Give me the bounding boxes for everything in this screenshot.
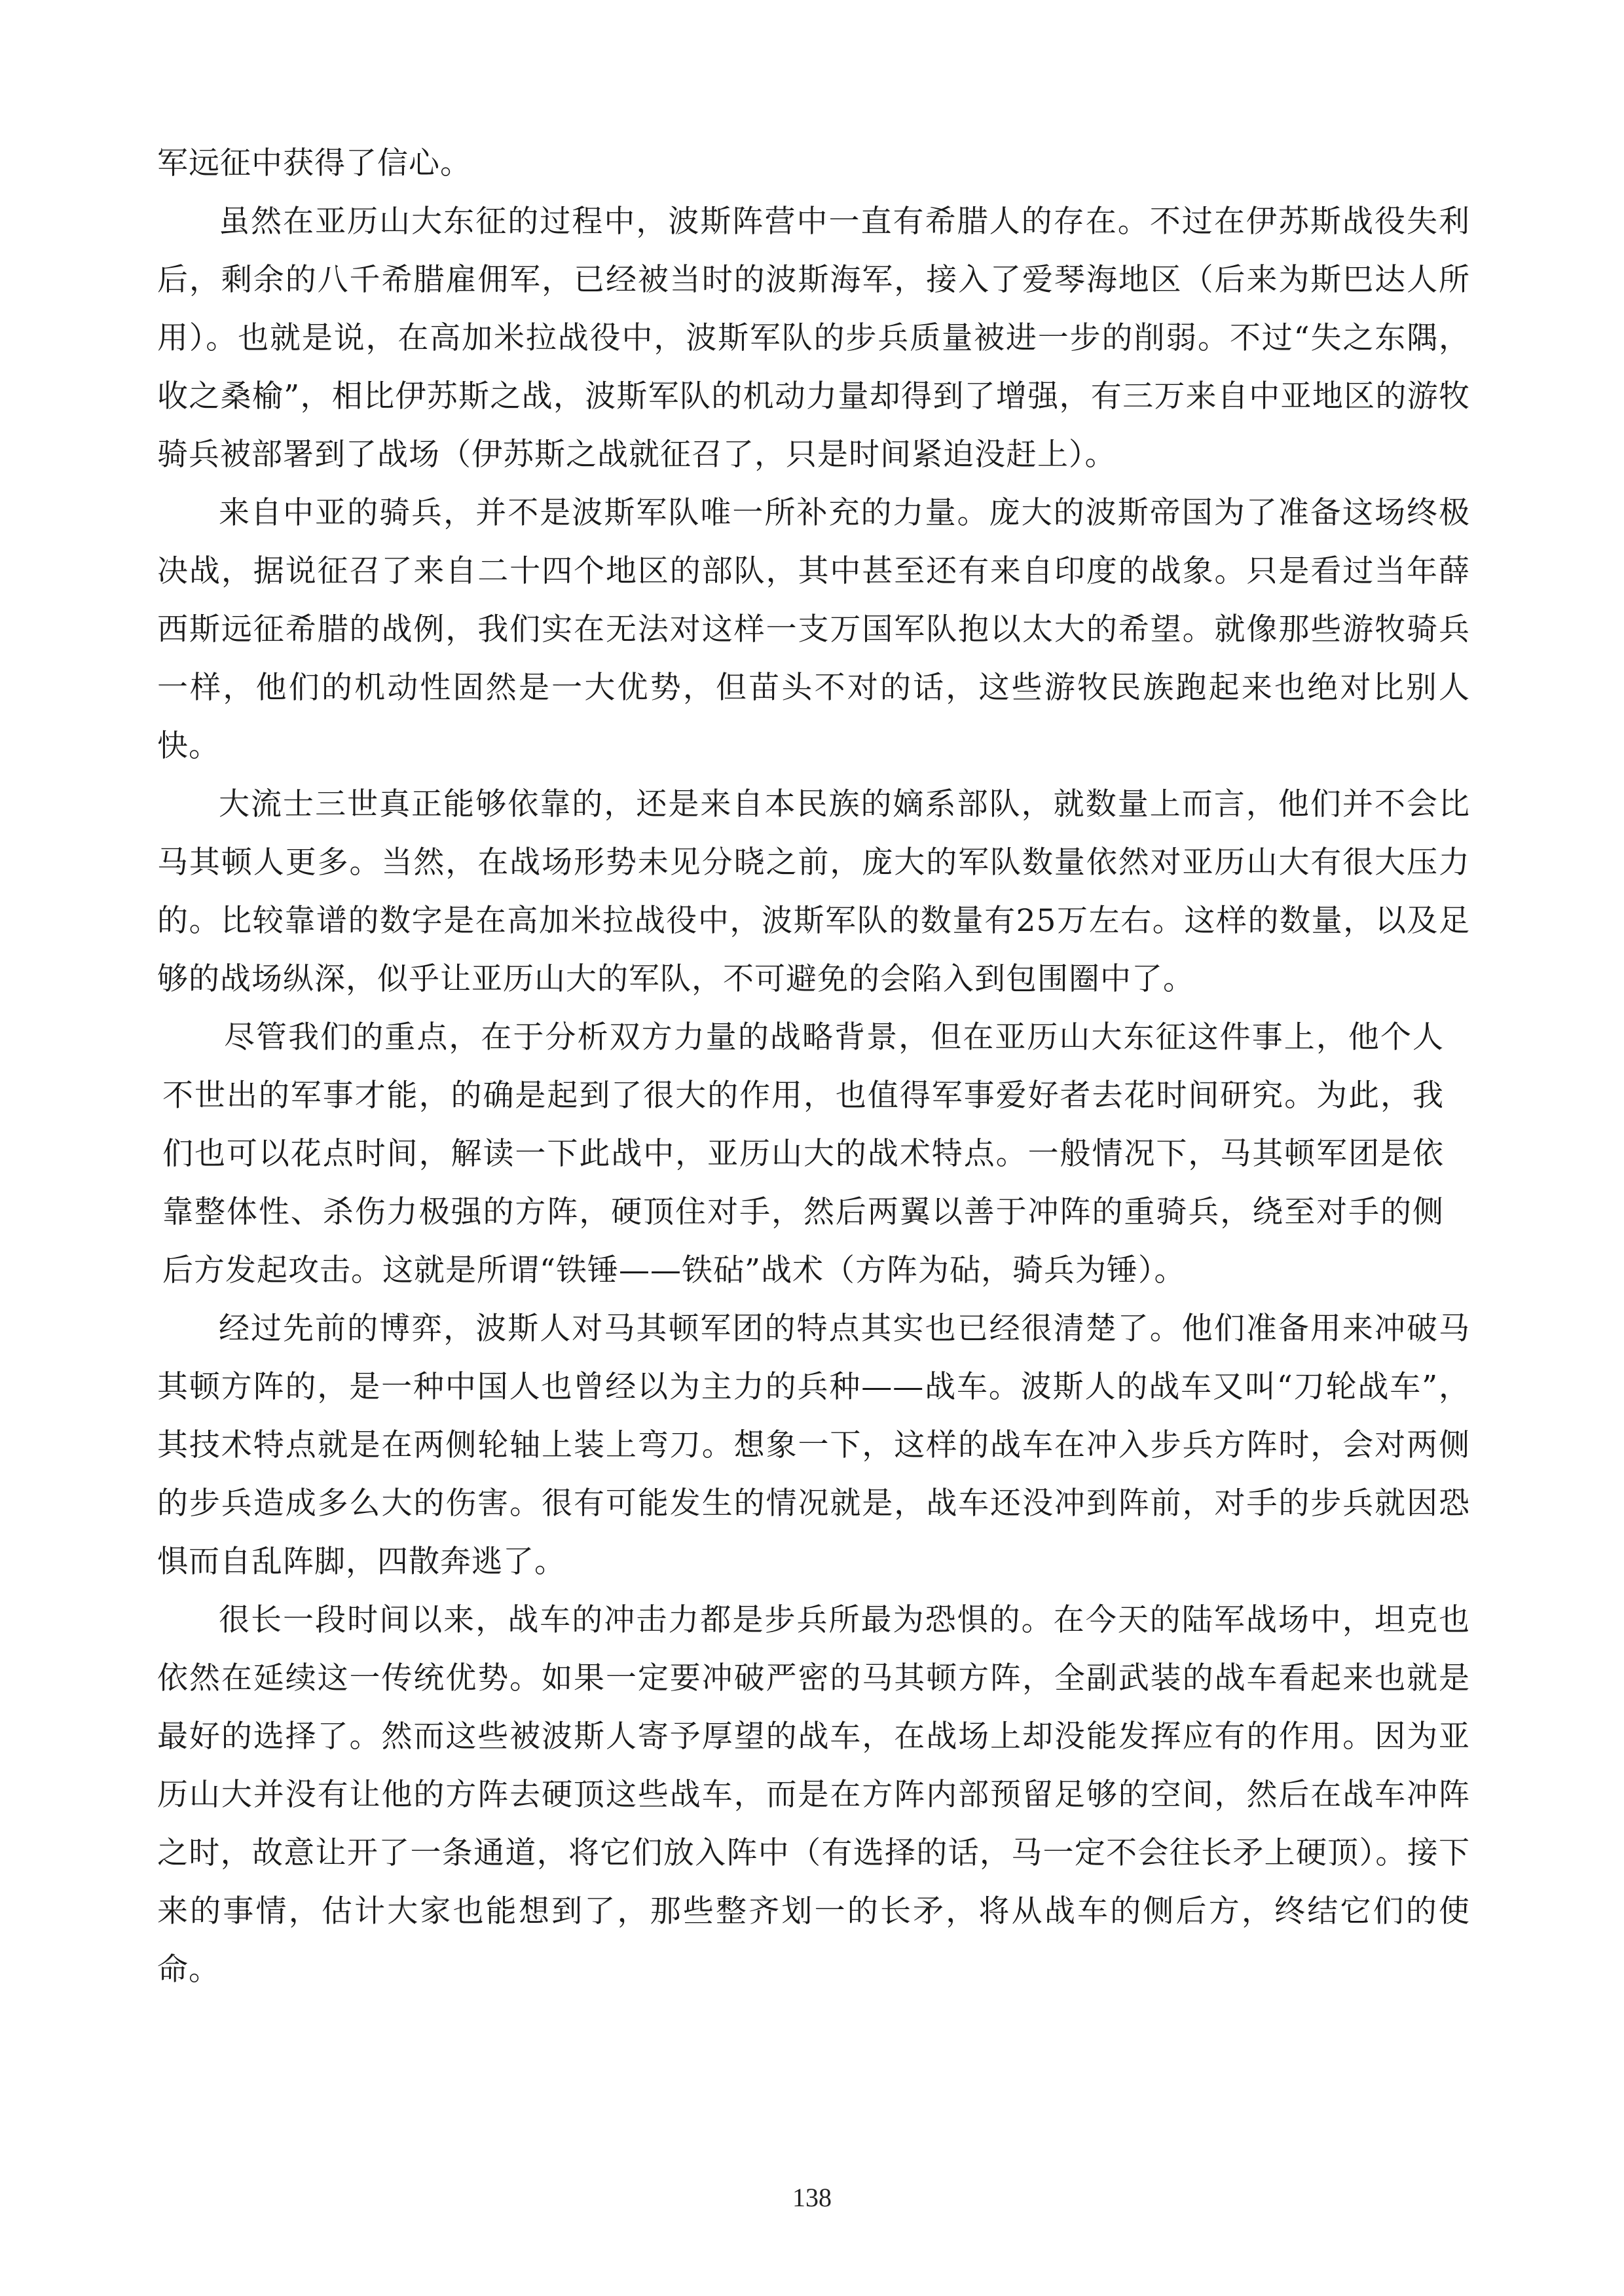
- paragraph-alexander-tactics: 尽管我们的重点，在于分析双方力量的战略背景，但在亚历山大东征这件事上，他个人不世出的军事才能，的确是起到了很大的作用，也值得军事爱好者去花时间研究。为此，我们也可以花点时间，解读一下此战中，亚历山大的战术特点。一般情况下，马其顿军团是依靠整体性、杀伤力极强的方阵，硬顶住对手，然后两翼以善于冲阵的重骑兵，绕至对手的侧后方发起攻击。这就是所谓“铁锤——铁砧”战术（方阵为砧，骑兵为锤）。: [162, 1019, 1444, 1288]
- body-text: [157, 134, 1470, 1999]
- paragraph-central-asian-cavalry: 来自中亚的骑兵，并不是波斯军队唯一所补充的力量。庞大的波斯帝国为了准备这场终极决战，据说征召了来自二十四个地区的部队，其中甚至还有来自印度的战象。只是看过当年薛西斯远征希腊的战例，我们实在无法对这样一支万国军队抱以太大的希望。就像那些游牧骑兵一样，他们的机动性固然是一大优势，但苗头不对的话，这些游牧民族跑起来也绝对比别人快。: [157, 495, 1470, 764]
- paragraph-scythed-chariots: 经过先前的博弈，波斯人对马其顿军团的特点其实也已经很清楚了。他们准备用来冲破马其顿方阵的，是一种中国人也曾经以为主力的兵种——战车。波斯人的战车又叫“刀轮战车”，其技术特点就是在两侧轮轴上装上弯刀。想象一下，这样的战车在冲入步兵方阵时，会对两侧的步兵造成多么大的伤害。很有可能发生的情况就是，战车还没冲到阵前，对手的步兵就因恐惧而自乱阵脚，四散奔逃了。: [157, 1311, 1470, 1580]
- paragraph-darius-forces: 大流士三世真正能够依靠的，还是来自本民族的嫡系部队，就数量上而言，他们并不会比马其顿人更多。当然，在战场形势未见分晓之前，庞大的军队数量依然对亚历山大有很大压力的。比较靠谱的数字是在高加米拉战役中，波斯军队的数量有25万左右。这样的数量，以及足够的战场纵深，似乎让亚历山大的军队，不可避免的会陷入到包围圈中了。: [157, 786, 1470, 997]
- paragraph-continuation: 军远征中获得了信心。: [157, 145, 471, 181]
- paragraph-chariot-failure: 很长一段时间以来，战车的冲击力都是步兵所最为恐惧的。在今天的陆军战场中，坦克也依然在延续这一传统优势。如果一定要冲破严密的马其顿方阵，全副武装的战车看起来也就是最好的选择了。然而这些被波斯人寄予厚望的战车，在战场上却没能发挥应有的作用。因为亚历山大并没有让他的方阵去硬顶这些战车，而是在方阵内部预留足够的空间，然后在战车冲阵之时，故意让开了一条通道，将它们放入阵中（有选择的话，马一定不会往长矛上硬顶）。接下来的事情，估计大家也能想到了，那些整齐划一的长矛，将从战车的侧后方，终结它们的使命。: [157, 1602, 1470, 1988]
- page-number: 138: [792, 2183, 832, 2212]
- paragraph-greek-mercenaries: 虽然在亚历山大东征的过程中，波斯阵营中一直有希腊人的存在。不过在伊苏斯战役失利后，剩余的八千希腊雇佣军，已经被当时的波斯海军，接入了爱琴海地区（后来为斯巴达人所用）。也就是说，在高加米拉战役中，波斯军队的步兵质量被进一步的削弱。不过“失之东隅，收之桑榆”，相比伊苏斯之战，波斯军队的机动力量却得到了增强，有三万来自中亚地区的游牧骑兵被部署到了战场（伊苏斯之战就征召了，只是时间紧迫没赶上）。: [157, 204, 1470, 473]
